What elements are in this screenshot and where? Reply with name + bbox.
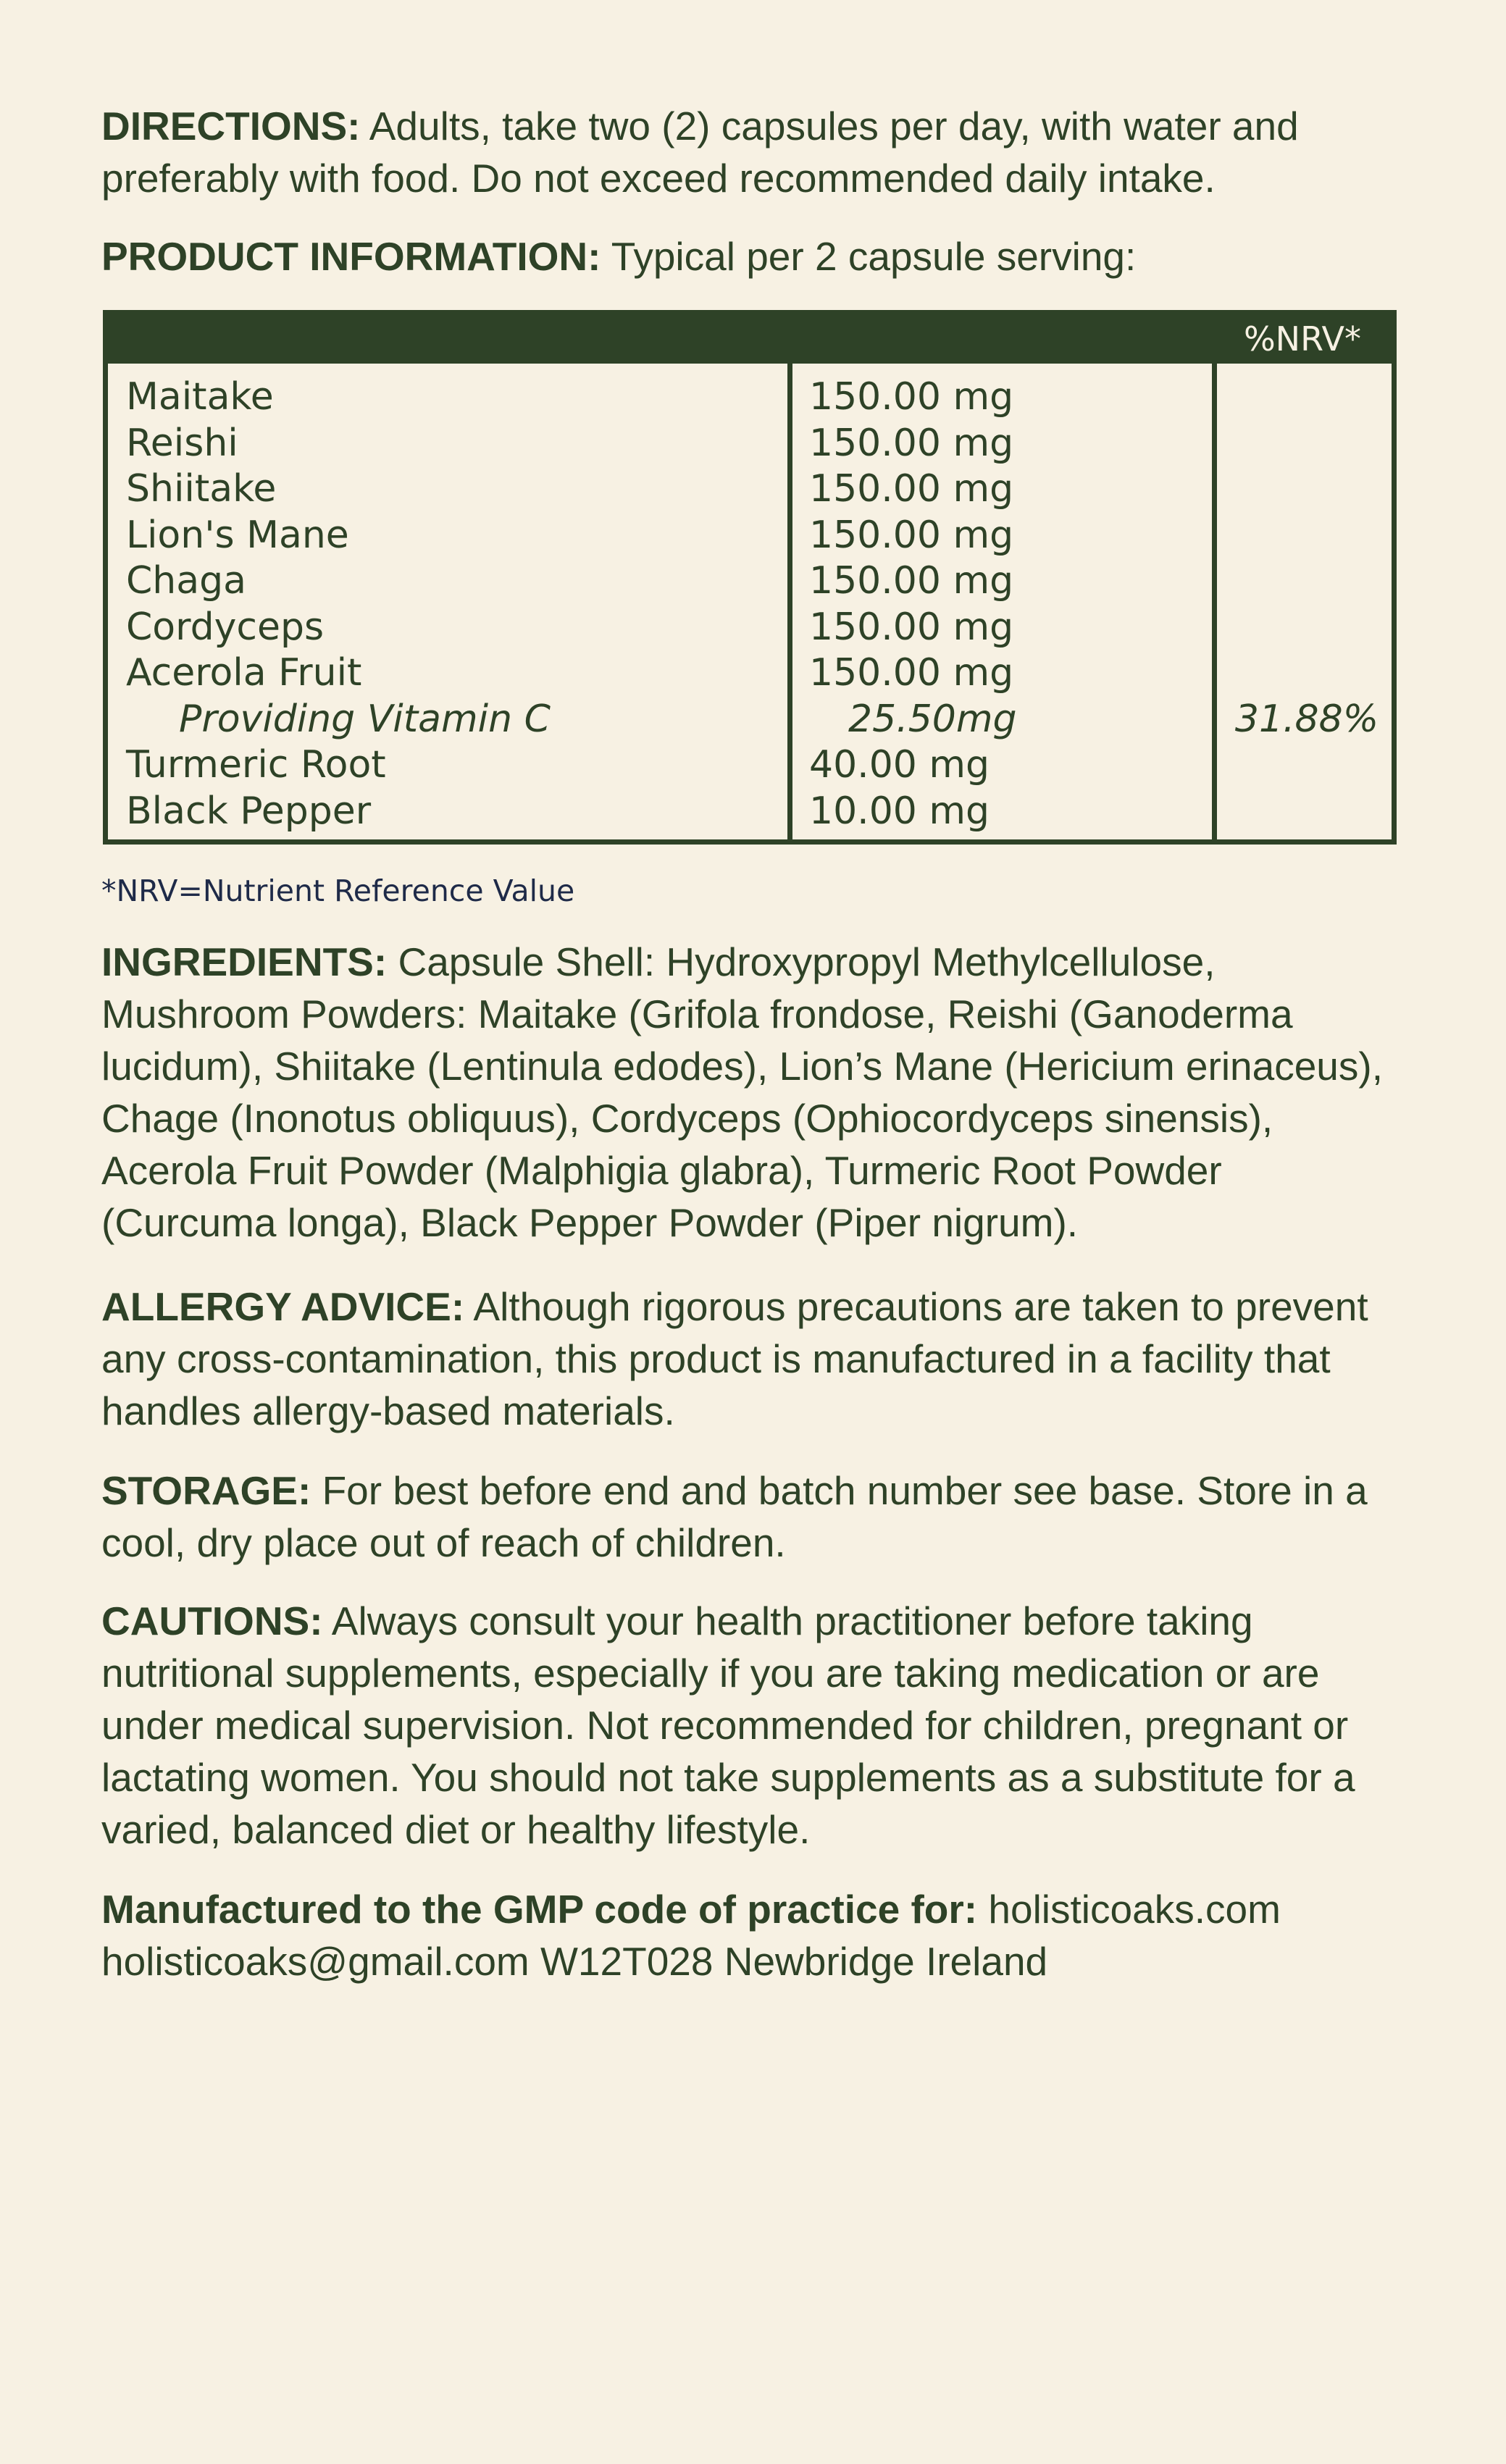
nrv-header: %NRV* [1243, 319, 1362, 359]
table-row [108, 466, 1392, 513]
ingredient-nrv: 31.88% [1234, 697, 1379, 741]
ingredient-amount: 40.00 mg [809, 743, 990, 787]
manufacturer-section [101, 1883, 1405, 1987]
table-row [108, 789, 1392, 835]
table-row [108, 558, 1392, 605]
storage-text: For best before end and batch number see base. Store in a cool, dry place out of reach of children. [101, 1468, 1368, 1565]
product-information-label: PRODUCT INFORMATION: [101, 234, 601, 279]
table-rows [108, 374, 1392, 834]
ingredient-amount: 25.50mg [848, 697, 1017, 741]
ingredient-name: Turmeric Root [126, 743, 386, 787]
directions-label: DIRECTIONS: [101, 104, 361, 148]
manufacturer-label: Manufactured to the GMP code of practice for: [101, 1887, 978, 1932]
table-row [108, 742, 1392, 789]
ingredient-name: Chaga [126, 559, 247, 603]
ingredient-name: Reishi [126, 421, 238, 465]
directions-section [101, 100, 1405, 204]
cautions-section [101, 1595, 1405, 1856]
ingredients-text: Capsule Shell: Hydroxypropyl Methylcellulose, Mushroom Powders: Maitake (Grifola frondose, Reishi (Ganoderma lucidum), Shiitake (Lentinula edodes), Lion’s Mane (Hericium erinaceus), Chage (Inonotus obliquus), Cordyceps (Ophiocordyceps sinensis), Acerola Fruit Powder (Malphigia glabra), Turmeric Root Powder (Curcuma longa), Black Pepper Powder (Piper nigrum). [101, 939, 1383, 1245]
cautions-text: Always consult your health practitioner before taking nutritional supplements, especially if you are taking medication or are under medical supervision. Not recommended for children, pregnant or lactating women. You should not take supplements as a substitute for a varied, balanced diet or healthy lifestyle. [101, 1598, 1355, 1852]
storage-section [101, 1464, 1405, 1569]
table-row [108, 421, 1392, 467]
ingredient-amount: 150.00 mg [809, 421, 1014, 465]
cautions-label: CAUTIONS: [101, 1598, 323, 1643]
ingredient-name: Providing Vitamin C [179, 697, 551, 741]
ingredient-name: Maitake [126, 375, 274, 419]
ingredients-label: INGREDIENTS: [101, 939, 388, 984]
table-row [108, 374, 1392, 421]
table-row [108, 697, 1392, 743]
ingredient-amount: 150.00 mg [809, 375, 1014, 419]
ingredient-name: Shiitake [126, 467, 277, 511]
ingredients-section [101, 936, 1405, 1249]
storage-label: STORAGE: [101, 1468, 311, 1513]
table-row [108, 650, 1392, 697]
ingredient-amount: 150.00 mg [809, 467, 1014, 511]
allergy-section [101, 1281, 1405, 1437]
manufacturer-text: holisticoaks.com holisticoaks@gmail.com W12T028 Newbridge Ireland [101, 1887, 1281, 1984]
product-information-text: Typical per 2 capsule serving: [601, 234, 1137, 279]
table-row [108, 605, 1392, 651]
ingredient-name: Acerola Fruit [126, 651, 362, 695]
table-header [108, 315, 1392, 364]
ingredient-amount: 150.00 mg [809, 559, 1014, 603]
directions-text: Adults, take two (2) capsules per day, with water and preferably with food. Do not exceed recommended daily intake. [101, 104, 1299, 201]
ingredient-name: Cordyceps [126, 605, 325, 649]
ingredient-amount: 150.00 mg [809, 605, 1014, 649]
ingredient-name: Black Pepper [126, 789, 372, 833]
allergy-text: Although rigorous precautions are taken to prevent any cross-contamination, this product is manufactured in a facility that handles allergy-based materials. [101, 1284, 1368, 1433]
nrv-footnote: *NRV=Nutrient Reference Value [101, 873, 575, 908]
product-information-section [101, 230, 1405, 282]
table-row [108, 513, 1392, 559]
ingredient-name: Lion's Mane [126, 513, 349, 557]
ingredient-amount: 10.00 mg [809, 789, 990, 833]
ingredient-amount: 150.00 mg [809, 651, 1014, 695]
ingredient-amount: 150.00 mg [809, 513, 1014, 557]
nutrition-table [103, 310, 1397, 845]
allergy-label: ALLERGY ADVICE: [101, 1284, 465, 1329]
